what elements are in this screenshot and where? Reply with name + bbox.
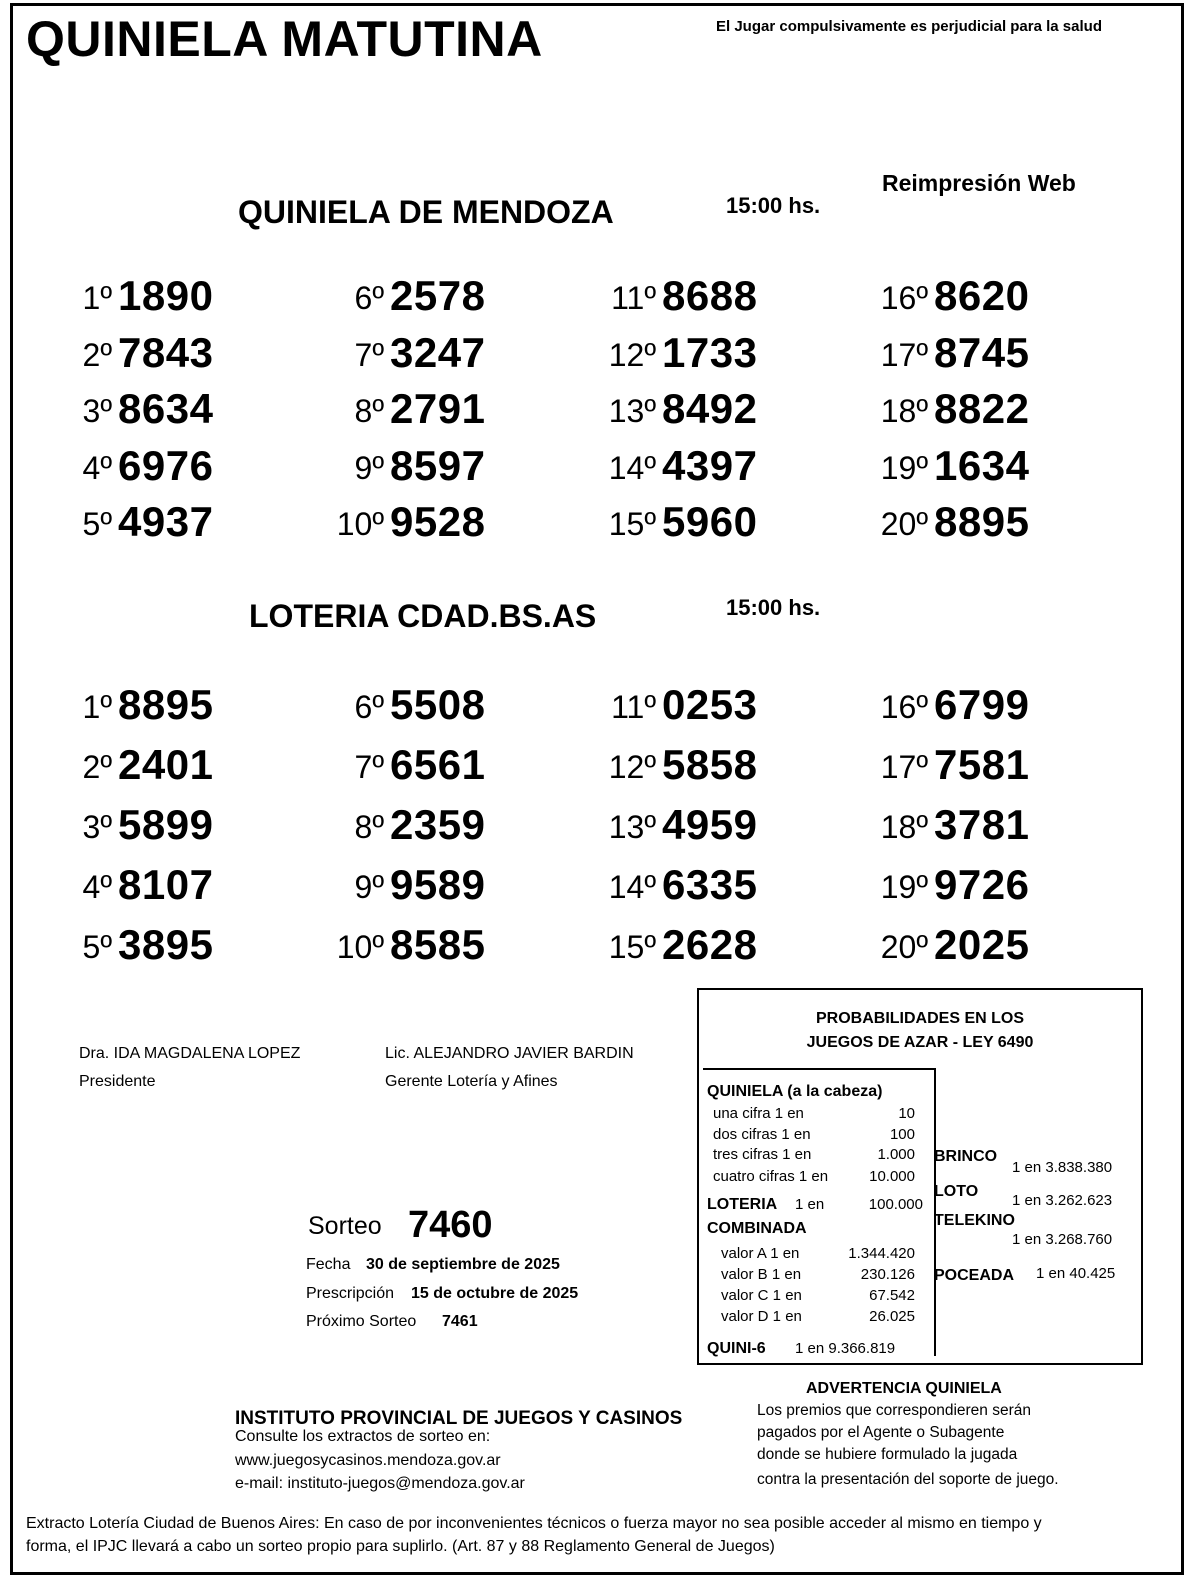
probabilities-title-line1: PROBABILIDADES EN LOS bbox=[815, 1010, 1024, 1027]
mendoza-section-title: QUINIELA DE MENDOZA bbox=[238, 194, 614, 230]
advertencia-line: pagados por el Agente o Subagente bbox=[757, 1424, 1005, 1441]
advertencia-line: donde se hubiere formulado la jugada bbox=[757, 1446, 1018, 1463]
result-position: 19º bbox=[880, 449, 928, 486]
proximo-sorteo-value: 7461 bbox=[442, 1313, 478, 1330]
loteria-result-item bbox=[812, 681, 1052, 731]
result-position: 1º bbox=[82, 280, 112, 316]
mendoza-result-item bbox=[540, 442, 780, 492]
result-number: 3895 bbox=[118, 921, 214, 968]
loteria-prob-value: 100.000 bbox=[868, 1196, 923, 1213]
signature-role-president: Presidente bbox=[79, 1073, 156, 1090]
mendoza-result-item bbox=[812, 498, 1052, 548]
page-title: QUINIELA MATUTINA bbox=[26, 11, 543, 67]
result-position: 8º bbox=[354, 809, 384, 845]
brinco-prob-label: BRINCO bbox=[934, 1148, 998, 1165]
mendoza-result-item bbox=[812, 329, 1052, 379]
mendoza-result-item bbox=[812, 272, 1052, 322]
loteria-result-item bbox=[540, 921, 780, 971]
loteria-result-item bbox=[812, 741, 1052, 791]
signature-role-manager: Gerente Lotería y Afines bbox=[385, 1073, 558, 1090]
result-number: 8895 bbox=[934, 498, 1030, 545]
result-number: 6561 bbox=[390, 741, 486, 788]
result-position: 10º bbox=[336, 929, 384, 965]
loteria-prob-label: LOTERIA bbox=[707, 1196, 778, 1213]
result-number: 4937 bbox=[118, 498, 214, 545]
result-position: 5º bbox=[82, 929, 112, 965]
result-position: 2º bbox=[82, 749, 112, 785]
loteria-result-item bbox=[0, 681, 236, 731]
result-position: 19º bbox=[880, 869, 928, 905]
loto-prob-label: LOTO bbox=[934, 1183, 979, 1200]
footer-note-line1: Extracto Lotería Ciudad de Buenos Aires: En caso de por inconvenientes técnicos o fuerza mayor no sea posible acceder al mismo en tiempo y bbox=[26, 1515, 1042, 1532]
result-number: 6799 bbox=[934, 681, 1030, 728]
result-position: 5º bbox=[82, 506, 112, 542]
loteria-result-item bbox=[540, 801, 780, 851]
result-number: 9589 bbox=[390, 861, 486, 908]
signature-name-manager: Lic. ALEJANDRO JAVIER BARDIN bbox=[385, 1045, 634, 1062]
mendoza-draw-time: 15:00 hs. bbox=[726, 193, 821, 218]
prob-row-label: tres cifras 1 en bbox=[713, 1146, 812, 1163]
prescripcion-label: Prescripción bbox=[306, 1285, 395, 1302]
quini6-prob-label: QUINI-6 bbox=[707, 1340, 766, 1357]
loteria-result-item bbox=[0, 921, 236, 971]
result-position: 12º bbox=[608, 336, 656, 373]
loteria-result-item bbox=[268, 801, 508, 851]
result-position: 7º bbox=[354, 336, 384, 373]
result-number: 8745 bbox=[934, 328, 1030, 376]
result-number: 8107 bbox=[118, 861, 214, 908]
instituto-consult-text: Consulte los extractos de sorteo en: bbox=[235, 1428, 491, 1445]
prob-row-value: 10.000 bbox=[869, 1168, 915, 1185]
loteria-result-item bbox=[268, 681, 508, 731]
result-number: 8492 bbox=[662, 385, 758, 432]
result-position: 14º bbox=[608, 869, 656, 905]
loteria-result-item bbox=[0, 741, 236, 791]
result-number: 1890 bbox=[118, 272, 214, 319]
result-number: 2025 bbox=[934, 921, 1030, 968]
mendoza-result-item bbox=[268, 385, 508, 435]
result-position: 17º bbox=[880, 336, 928, 373]
loteria-result-item bbox=[812, 801, 1052, 851]
result-number: 2628 bbox=[662, 921, 758, 968]
result-position: 2º bbox=[82, 336, 112, 373]
result-position: 4º bbox=[82, 449, 112, 486]
result-number: 3247 bbox=[390, 328, 486, 376]
result-number: 7581 bbox=[934, 741, 1030, 788]
result-position: 3º bbox=[82, 393, 112, 429]
poceada-prob-label: POCEADA bbox=[934, 1267, 1015, 1284]
prob-row-label: valor B 1 en bbox=[721, 1266, 802, 1283]
result-position: 9º bbox=[354, 869, 384, 905]
combinada-prob-title: COMBINADA bbox=[707, 1220, 807, 1237]
result-number: 6976 bbox=[118, 441, 214, 489]
result-number: 8597 bbox=[390, 441, 486, 489]
result-number: 8822 bbox=[934, 385, 1030, 432]
prob-row-label: valor A 1 en bbox=[721, 1245, 800, 1262]
result-number: 4397 bbox=[662, 441, 758, 489]
prob-row-value: 100 bbox=[889, 1126, 915, 1143]
result-number: 8895 bbox=[118, 681, 214, 728]
instituto-website-link[interactable]: www.juegosycasinos.mendoza.gov.ar bbox=[235, 1452, 501, 1469]
telekino-prob-label: TELEKINO bbox=[934, 1212, 1015, 1229]
reprint-label: Reimpresión Web bbox=[882, 170, 1076, 196]
result-number: 2578 bbox=[390, 272, 486, 319]
footer-note-line2: forma, el IPJC llevará a cabo un sorteo propio para suplirlo. (Art. 87 y 88 Reglamento General de Juegos) bbox=[26, 1538, 775, 1555]
result-position: 18º bbox=[880, 809, 928, 845]
mendoza-result-item bbox=[540, 385, 780, 435]
loteria-result-item bbox=[268, 921, 508, 971]
brinco-prob-value: 1 en 3.838.380 bbox=[1012, 1159, 1113, 1176]
instituto-email-link[interactable]: e-mail: instituto-juegos@mendoza.gov.ar bbox=[235, 1475, 525, 1492]
loteria-result-item bbox=[812, 861, 1052, 911]
result-number: 8688 bbox=[662, 272, 758, 319]
prob-row-label: dos cifras 1 en bbox=[713, 1126, 811, 1143]
instituto-title: INSTITUTO PROVINCIAL DE JUEGOS Y CASINOS bbox=[235, 1408, 683, 1429]
loteria-result-item bbox=[268, 861, 508, 911]
result-position: 3º bbox=[82, 809, 112, 845]
result-number: 0253 bbox=[662, 681, 758, 728]
result-position: 20º bbox=[880, 506, 928, 542]
mendoza-result-item bbox=[540, 498, 780, 548]
result-position: 20º bbox=[880, 929, 928, 965]
result-position: 15º bbox=[608, 929, 656, 965]
prob-row-label: una cifra 1 en bbox=[713, 1105, 804, 1122]
prescripcion-value: 15 de octubre de 2025 bbox=[411, 1285, 579, 1302]
result-position: 6º bbox=[354, 280, 384, 316]
loteria-result-item bbox=[540, 681, 780, 731]
result-number: 1733 bbox=[662, 328, 758, 376]
sorteo-number: 7460 bbox=[408, 1204, 493, 1246]
mendoza-result-item bbox=[268, 329, 508, 379]
result-number: 2359 bbox=[390, 801, 486, 848]
result-position: 16º bbox=[880, 689, 928, 725]
mendoza-result-item bbox=[0, 498, 236, 548]
mendoza-result-item bbox=[268, 442, 508, 492]
result-number: 8634 bbox=[118, 385, 214, 432]
result-position: 15º bbox=[608, 506, 656, 542]
result-number: 9528 bbox=[390, 498, 486, 545]
prob-row-value: 10 bbox=[898, 1105, 915, 1122]
result-position: 18º bbox=[880, 393, 928, 429]
result-number: 6335 bbox=[662, 861, 758, 908]
result-position: 14º bbox=[608, 449, 656, 486]
probabilities-title-line2: JUEGOS DE AZAR - LEY 6490 bbox=[806, 1034, 1034, 1051]
result-position: 13º bbox=[608, 393, 656, 429]
prob-row-label: valor C 1 en bbox=[721, 1287, 802, 1304]
result-position: 13º bbox=[608, 809, 656, 845]
prob-row-value: 230.126 bbox=[860, 1266, 915, 1283]
mendoza-result-item bbox=[0, 442, 236, 492]
result-position: 9º bbox=[354, 449, 384, 486]
poceada-prob-value: 1 en 40.425 bbox=[1036, 1265, 1116, 1282]
mendoza-result-item bbox=[540, 272, 780, 322]
mendoza-result-item bbox=[0, 272, 236, 322]
proximo-sorteo-label: Próximo Sorteo bbox=[306, 1313, 417, 1330]
fecha-label: Fecha bbox=[306, 1256, 351, 1273]
result-number: 1634 bbox=[934, 441, 1030, 489]
result-position: 7º bbox=[354, 749, 384, 785]
loto-prob-value: 1 en 3.262.623 bbox=[1012, 1192, 1113, 1209]
result-position: 8º bbox=[354, 393, 384, 429]
quini6-prob-value: 1 en 9.366.819 bbox=[795, 1340, 896, 1357]
advertencia-line: Los premios que correspondieren serán bbox=[757, 1402, 1031, 1419]
result-number: 8620 bbox=[934, 272, 1030, 319]
signature-name-president: Dra. IDA MAGDALENA LOPEZ bbox=[79, 1045, 301, 1062]
result-position: 6º bbox=[354, 689, 384, 725]
loteria-draw-time: 15:00 hs. bbox=[726, 595, 821, 620]
prob-row-value: 1.344.420 bbox=[848, 1245, 915, 1262]
loteria-result-item bbox=[0, 801, 236, 851]
result-number: 5508 bbox=[390, 681, 486, 728]
loteria-result-item bbox=[268, 741, 508, 791]
sorteo-label: Sorteo bbox=[308, 1212, 382, 1240]
result-number: 5858 bbox=[662, 741, 758, 788]
loteria-section-title: LOTERIA CDAD.BS.AS bbox=[249, 598, 597, 634]
advertencia-line: contra la presentación del soporte de juego. bbox=[757, 1471, 1059, 1488]
result-number: 8585 bbox=[390, 921, 486, 968]
loteria-result-item bbox=[812, 921, 1052, 971]
prob-row-label: cuatro cifras 1 en bbox=[713, 1168, 829, 1185]
mendoza-result-item bbox=[268, 272, 508, 322]
loteria-result-item bbox=[540, 741, 780, 791]
result-position: 11º bbox=[611, 689, 656, 725]
fecha-value: 30 de septiembre de 2025 bbox=[366, 1256, 560, 1273]
result-position: 17º bbox=[880, 749, 928, 785]
result-position: 1º bbox=[82, 689, 112, 725]
prob-row-value: 67.542 bbox=[869, 1287, 915, 1304]
result-position: 10º bbox=[336, 506, 384, 542]
mendoza-result-item bbox=[0, 329, 236, 379]
mendoza-result-item bbox=[540, 329, 780, 379]
gambling-warning: El Jugar compulsivamente es perjudicial para la salud bbox=[716, 18, 1102, 35]
advertencia-title: ADVERTENCIA QUINIELA bbox=[806, 1380, 1002, 1397]
result-number: 5960 bbox=[662, 498, 758, 545]
result-position: 12º bbox=[608, 749, 656, 785]
result-number: 2791 bbox=[390, 385, 486, 432]
result-number: 3781 bbox=[934, 801, 1030, 848]
mendoza-result-item bbox=[812, 442, 1052, 492]
prob-row-value: 1.000 bbox=[877, 1146, 915, 1163]
result-position: 16º bbox=[880, 280, 928, 316]
result-number: 2401 bbox=[118, 741, 214, 788]
result-number: 4959 bbox=[662, 801, 758, 848]
probabilities-box bbox=[697, 988, 1143, 1365]
mendoza-result-item bbox=[812, 385, 1052, 435]
result-number: 5899 bbox=[118, 801, 214, 848]
result-number: 9726 bbox=[934, 861, 1030, 908]
result-number: 7843 bbox=[118, 328, 214, 376]
prob-row-label: valor D 1 en bbox=[721, 1308, 802, 1325]
quiniela-prob-title: QUINIELA (a la cabeza) bbox=[707, 1083, 883, 1100]
loteria-result-item bbox=[0, 861, 236, 911]
result-position: 11º bbox=[611, 280, 656, 316]
loteria-result-item bbox=[540, 861, 780, 911]
mendoza-result-item bbox=[268, 498, 508, 548]
result-position: 4º bbox=[82, 869, 112, 905]
mendoza-result-item bbox=[0, 385, 236, 435]
telekino-prob-value: 1 en 3.268.760 bbox=[1012, 1231, 1113, 1248]
loteria-prob-en: 1 en bbox=[795, 1196, 825, 1213]
prob-row-value: 26.025 bbox=[869, 1308, 915, 1325]
